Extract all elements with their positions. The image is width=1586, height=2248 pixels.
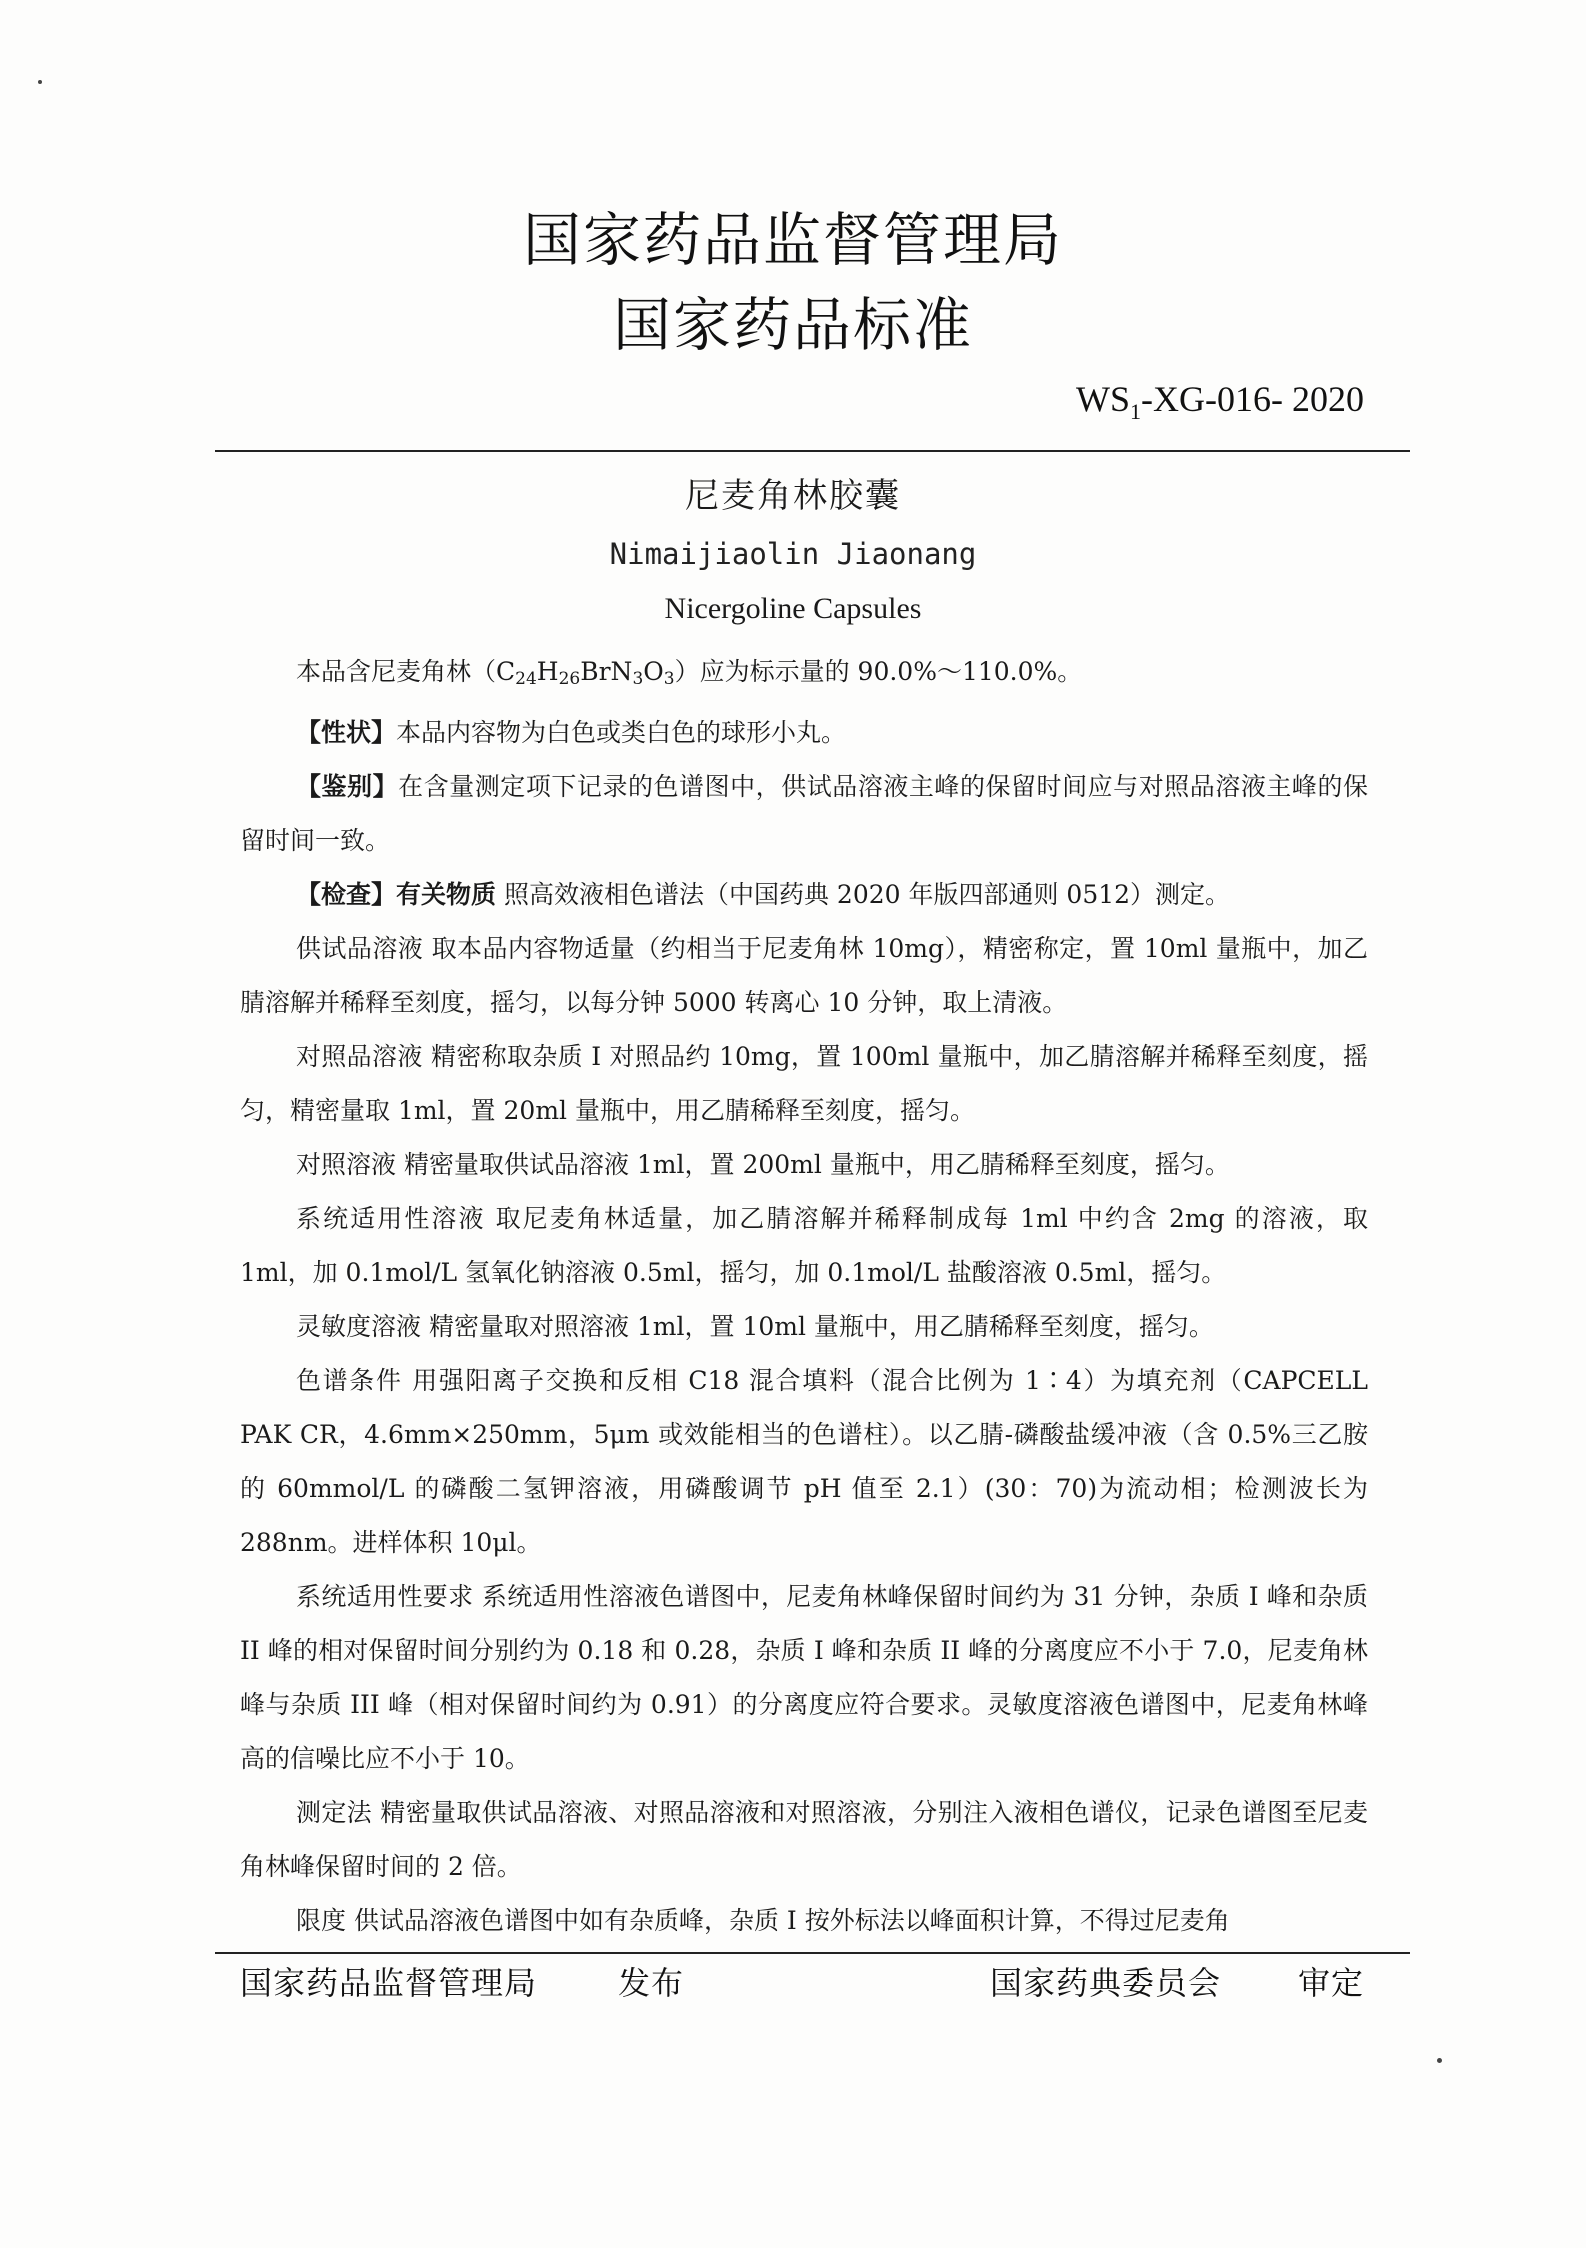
system-suitability-requirements-paragraph: 系统适用性要求 系统适用性溶液色谱图中，尼麦角林峰保留时间约为 31 分钟，杂质 I 峰和杂质 II 峰的相对保留时间分别约为 0.18 和 0.28，杂质 I 峰和杂质 II 峰的分离度应不小于 7.0，尼麦角林峰与杂质 III 峰（相对保留时间约为 0.91）的分离度应符合要求。灵敏度溶液色谱图中，尼麦角林峰高的信噪比应不小于 10。 xyxy=(240,1582,1368,1773)
monograph-body xyxy=(240,645,1368,1948)
system-suitability-solution-paragraph: 系统适用性溶液 取尼麦角林适量，加乙腈溶解并稀释制成每 1ml 中约含 2mg 的溶液，取 1ml，加 0.1mol/L 氢氧化钠溶液 0.5ml，摇匀，加 0.1mol/L 盐酸溶液 0.5ml，摇匀。 xyxy=(240,1204,1368,1287)
sensitivity-solution-paragraph: 灵敏度溶液 精密量取对照溶液 1ml，置 10ml 量瓶中，用乙腈稀释至刻度，摇匀。 xyxy=(296,1312,1214,1341)
footer-issued: 发布 xyxy=(618,1964,685,2002)
determination-paragraph: 测定法 精密量取供试品溶液、对照品溶液和对照溶液，分别注入液相色谱仪，记录色谱图至尼麦角林峰保留时间的 2 倍。 xyxy=(240,1798,1368,1881)
drug-title-chinese: 尼麦角林胶囊 xyxy=(685,476,901,516)
reference-substance-paragraph: 对照品溶液 精密称取杂质 I 对照品约 10mg，置 100ml 量瓶中，加乙腈溶解并稀释至刻度，摇匀，精密量取 1ml，置 20ml 量瓶中，用乙腈稀释至刻度，摇匀。 xyxy=(240,1042,1368,1125)
limit-paragraph: 限度 供试品溶液色谱图中如有杂质峰，杂质 I 按外标法以峰面积计算，不得过尼麦角 xyxy=(296,1906,1230,1935)
drug-title-pinyin: Nimaijiaolin Jiaonang xyxy=(609,537,977,571)
standard-heading: 国家药品标准 xyxy=(612,291,973,359)
header-divider xyxy=(215,450,1410,452)
standard-number: $WS_1-XG-016-$ 2020 xyxy=(1076,379,1364,425)
properties-section: 【性状】本品内容物为白色或类白色的球形小丸。 xyxy=(296,718,847,747)
scan-speck xyxy=(1437,2058,1442,2063)
footer-reviewed: 审定 xyxy=(1298,1964,1365,2002)
content-statement: 本品含尼麦角林$(C_{24}H_{26}BrN_3O_3)$应为标示量的 90.0%～110.0%。 xyxy=(296,657,1083,689)
inspection-section: 【检查】有关物质 照高效液相色谱法（中国药典 2020 年版四部通则 0512）测定。 xyxy=(296,880,1231,909)
footer-divider xyxy=(215,1952,1410,1954)
identification-section: 【鉴别】在含量测定项下记录的色谱图中，供试品溶液主峰的保留时间应与对照品溶液主峰的保留时间一致。 xyxy=(240,772,1368,855)
drug-title-english: Nicergoline Capsules xyxy=(664,592,922,625)
chromatographic-conditions-paragraph: 色谱条件 用强阳离子交换和反相 C18 混合填料（混合比例为 1∶4）为填充剂（CAPCELL PAK CR，4.6mm×250mm，5μm 或效能相当的色谱柱）。以乙腈-磷酸盐缓冲液（含 0.5%三乙胺的 60mmol/L 的磷酸二氢钾溶液，用磷酸调节 pH 值至 2.1）(30：70)为流动相；检测波长为 288nm。进样体积 10μl。 xyxy=(240,1366,1368,1557)
footer-issuer: 国家药品监督管理局 xyxy=(240,1964,538,2002)
scan-speck xyxy=(38,80,42,84)
reference-solution-paragraph: 对照溶液 精密量取供试品溶液 1ml，置 200ml 量瓶中，用乙腈稀释至刻度，摇匀。 xyxy=(296,1150,1230,1179)
agency-heading: 国家药品监督管理局 xyxy=(522,206,1063,274)
footer-reviewer: 国家药典委员会 xyxy=(990,1964,1222,2002)
test-solution-paragraph: 供试品溶液 取本品内容物适量（约相当于尼麦角林 10mg），精密称定，置 10ml 量瓶中，加乙腈溶解并稀释至刻度，摇匀，以每分钟 5000 转离心 10 分钟，取上清液。 xyxy=(240,934,1368,1017)
